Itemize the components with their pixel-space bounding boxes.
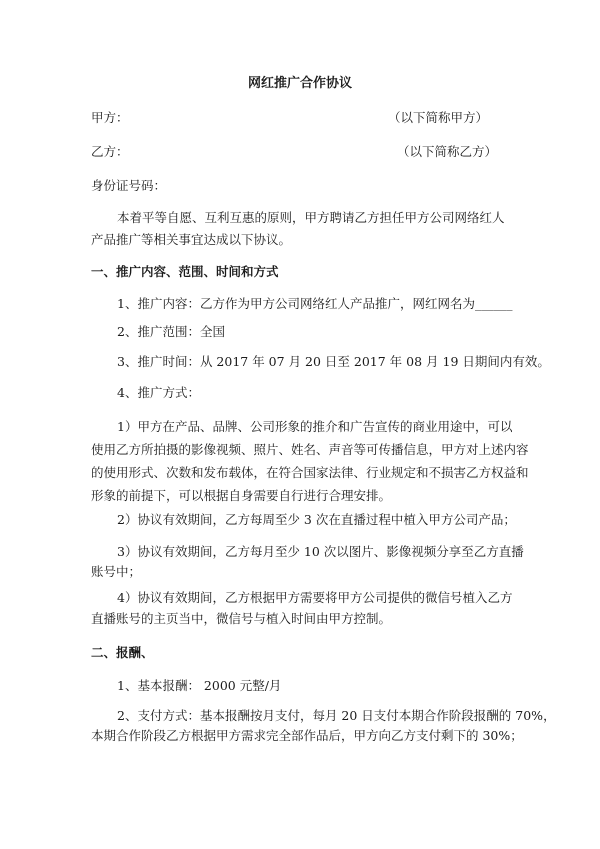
intro-line-1: 本着平等自愿、互利互惠的原则，甲方聘请乙方担任甲方公司网络红人 [117,210,505,225]
party-b-note: （以下简称乙方） [397,144,498,159]
intro-line-2: 产品推广等相关事宜达成以下协议。 [91,232,292,247]
sub-item-1-line-1: 1）甲方在产品、品牌、公司形象的推介和广告宣传的商业用途中，可以 [117,419,513,434]
sub-item-4-line-1: 4）协议有效期间，乙方根据甲方需要将甲方公司提供的微信号植入乙方 [117,590,513,605]
clause-item-1: 1、推广内容：乙方作为甲方公司网络红人产品推广，网红网名为______ [117,296,513,311]
document-title: 网红推广合作协议 [247,76,352,91]
party-a-label: 甲方： [91,110,129,125]
sub-item-3-line-2: 账号中； [91,564,142,579]
party-a-note: （以下简称甲方） [388,110,489,125]
payment-item-2-line-1: 2、支付方式：基本报酬按月支付，每月 20 日支付本期合作阶段报酬的 70%， [117,708,556,723]
sub-item-1-line-3: 的使用形式、次数和发布载体，在符合国家法律、行业规定和不损害乙方权益和 [91,465,529,480]
payment-item-2-line-2: 本期合作阶段乙方根据甲方需求完全部作品后，甲方向乙方支付剩下的 30%； [91,728,523,743]
section-2-heading: 二、报酬、 [91,645,154,660]
clause-item-4: 4、推广方式： [117,385,200,400]
payment-item-1: 1、基本报酬： 2000 元整/月 [117,678,282,693]
sub-item-4-line-2: 直播账号的主页当中，微信号与植入时间由甲方控制。 [91,611,392,626]
clause-item-3: 3、推广时间：从 2017 年 07 月 20 日至 2017 年 08 月 19 日期间内有效。 [117,354,550,369]
clause-item-2: 2、推广范围：全国 [117,324,225,339]
sub-item-1-line-2: 使用乙方所拍摄的影像视频、照片、姓名、声音等可传播信息，甲方对上述内容 [91,442,529,457]
id-number-label: 身份证号码： [91,178,167,193]
sub-item-3-line-1: 3）协议有效期间，乙方每月至少 10 次以图片、影像视频分享至乙方直播 [117,544,524,559]
party-b-label: 乙方： [91,144,129,159]
section-1-heading: 一、推广内容、范围、时间和方式 [91,264,279,279]
sub-item-1-line-4: 形象的前提下，可以根据自身需要自行进行合理安排。 [91,488,392,503]
sub-item-2: 2）协议有效期间，乙方每周至少 3 次在直播过程中植入甲方公司产品； [117,512,516,527]
